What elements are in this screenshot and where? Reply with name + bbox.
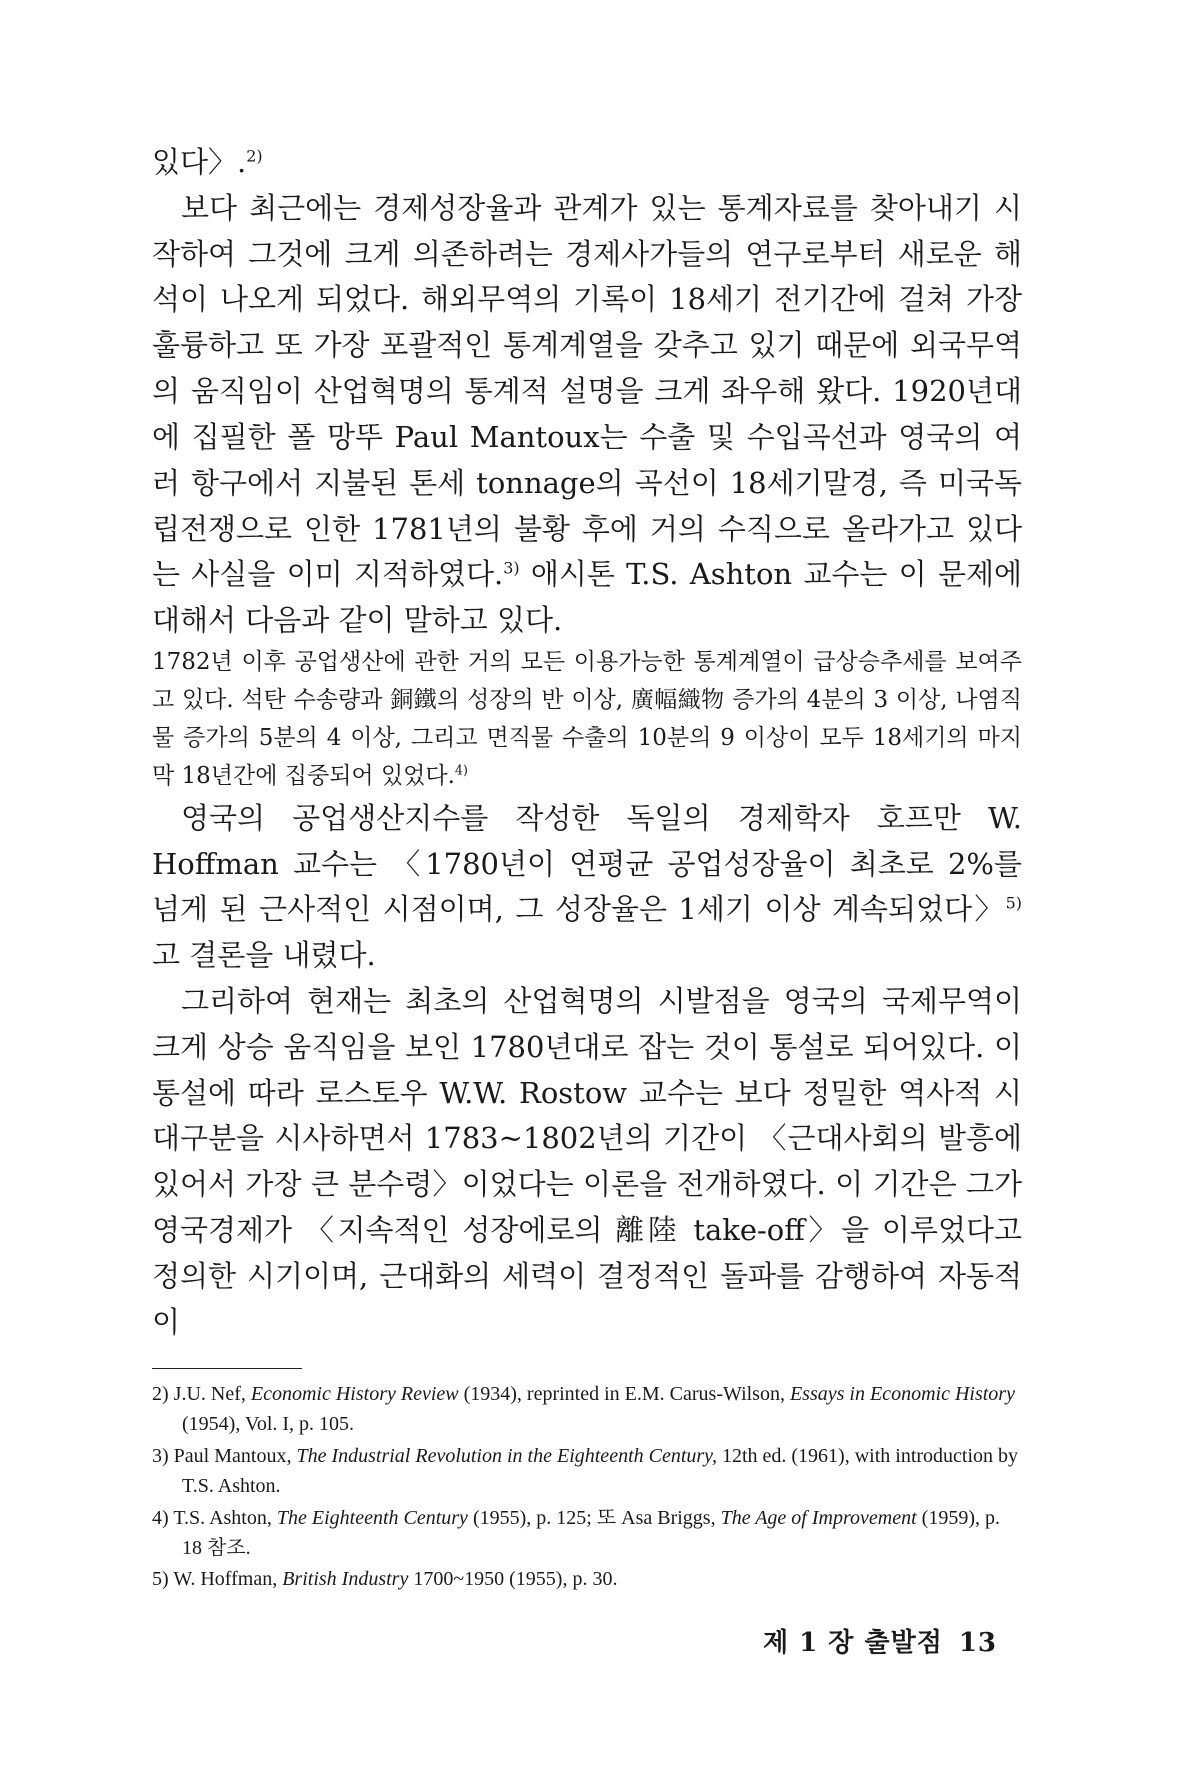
paragraph: 그리하여 현재는 최초의 산업혁명의 시발점을 영국의 국제무역이 크게 상승 움직임을 보인 1780년대로 잡는 것이 통설로 되어있다. 이 통설에 따라 로스토우 W.W. Rostow 교수는 보다 정밀한 역사적 시대구분을 시사하면서 1783~1802년의 기간이 〈근대사회의 발흥에 있어서 가장 큰 분수령〉이었다는 이론을 전개하였다. 이 기간은 그가 영국경제가 〈지속적인 성장에로의 離陸 take-off〉을 이루었다고 정의한 시기이며, 근대화의 세력이 결정적인 돌파를 감행하여 자동적이 xyxy=(152,983,1022,1339)
footnote-ref-4: 4) xyxy=(454,762,468,778)
footnote-rule xyxy=(152,1368,302,1369)
paragraph: 보다 최근에는 경제성장율과 관계가 있는 통계자료를 찾아내기 시작하여 그것에 크게 의존하려는 경제사가들의 연구로부터 새로운 해석이 나오게 되었다. 해외무역의 기록이 18세기 전기간에 걸쳐 가장 훌륭하고 또 가장 포괄적인 통계계열을 갖추고 있기 때문에 외국무역의 움직임이 산업혁명의 통계적 설명을 크게 좌우해 왔다. 1920년대에 집필한 폴 망뚜 Paul Mantoux는 수출 및 수입곡선과 영국의 여러 항구에서 지불된 톤세 tonnage의 곡선이 18세기말경, 즉 미국독립전쟁으로 인한 1781년의 불황 후에 거의 수직으로 올라가고 있다는 사실을 이미 지적하였다.$^{3)}$ 애시톤 T.S. Ashton 교수는 이 문제에 대해서 다음과 같이 말하고 있다. xyxy=(152,190,1022,638)
footnotes xyxy=(152,1368,1022,1596)
paragraph-continuation: 있다〉.$^{2)}$ xyxy=(152,145,263,179)
chapter-title: 제 1 장 출발점 xyxy=(762,1628,943,1658)
footnote-ref-3: 3) xyxy=(503,558,520,578)
paragraph: 영국의 공업생산지수를 작성한 독일의 경제학자 호프만 W. Hoffman 교수는 〈1780년이 연평균 공업성장율이 최초로 2%를 넘게 된 근사적인 시점이며, 그 성장율은 1세기 이상 계속되었다〉$^{5)}$고 결론을 내렸다. xyxy=(152,800,1022,973)
footnote: 2) J.U. Nef, Economic History Review (1934), reprinted in E.M. Carus-Wilson, Essays in Economic History (1954), Vol. I, p. 105. xyxy=(152,1383,1015,1436)
footnote-ref-2: 2) xyxy=(246,146,263,166)
main-text xyxy=(152,140,1022,1345)
page-number: 13 xyxy=(958,1628,997,1658)
footnote: 3) Paul Mantoux, The Industrial Revolution in the Eighteenth Century, 12th ed. (1961), with introduction by T.S. Ashton. xyxy=(152,1444,1019,1498)
footnote: 4) T.S. Ashton, The Eighteenth Century (1955), p. 125; 또 Asa Briggs, The Age of Improvement (1959), p. 18 참조. xyxy=(152,1506,1000,1559)
footnote: 5) W. Hoffman, British Industry 1700~1950 (1955), p. 30. xyxy=(152,1568,618,1591)
running-footer xyxy=(747,1622,997,1659)
footnote-ref-5: 5) xyxy=(1005,893,1022,913)
block-quote: 1782년 이후 공업생산에 관한 거의 모든 이용가능한 통계계열이 급상승추세를 보여주고 있다. 석탄 수송량과 銅鐵의 성장의 반 이상, 廣幅織物 증가의 4분의 3 이상, 나염직물 증가의 5분의 4 이상, 그리고 면직물 수출의 10분의 9 이상이 모두 18세기의 마지막 18년간에 집중되어 있었다.$^{4)}$ xyxy=(152,648,1022,789)
